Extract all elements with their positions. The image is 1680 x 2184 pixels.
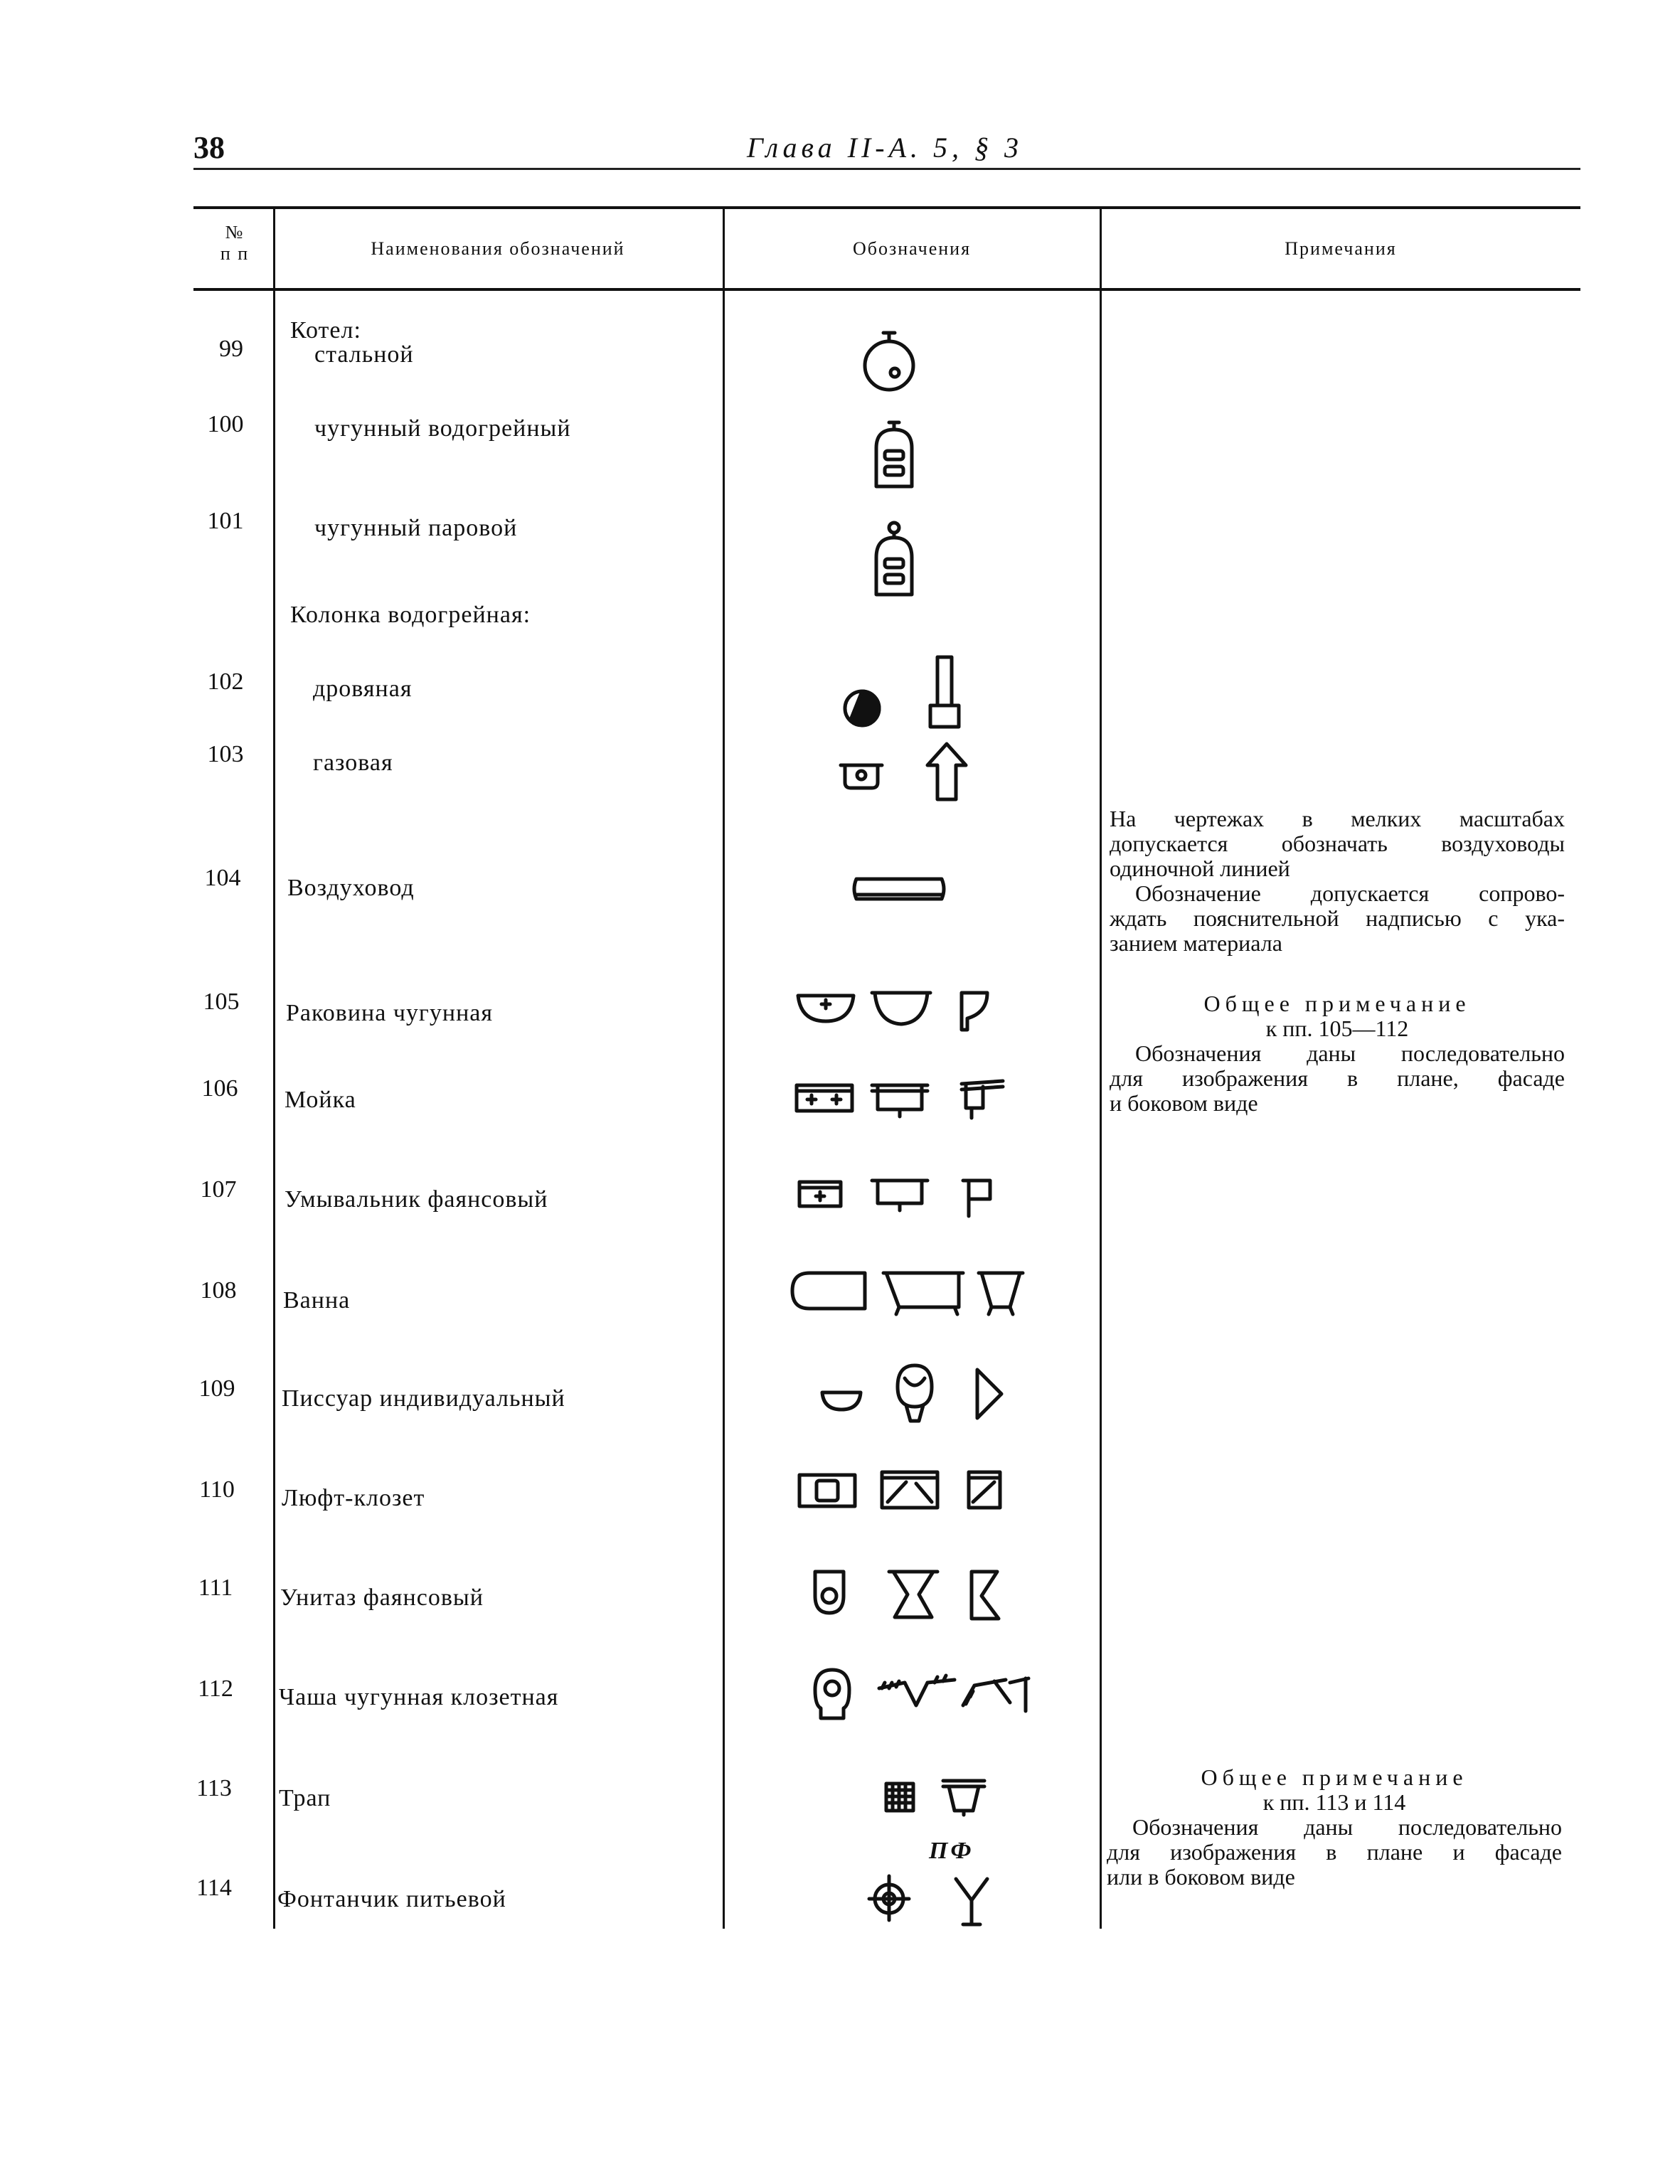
closet-bowl-side-icon (960, 1671, 1033, 1718)
wood-column-elevation-icon (923, 653, 966, 731)
note-air-duct-line: допускается обозначать воздуховоды (1110, 831, 1565, 856)
row-number-106: 106 (201, 1075, 238, 1102)
group-label-boiler: Котел: (290, 317, 361, 343)
note-line: Обозначения даны последовательно (1135, 1040, 1565, 1066)
row-name-110: Люфт-клозет (282, 1485, 425, 1511)
row-number-108: 108 (200, 1277, 237, 1304)
note-subtitle: к пп. 113 и 114 (1262, 1789, 1406, 1815)
floor-drain-front-icon (940, 1775, 987, 1818)
sink-front-icon (869, 987, 933, 1030)
floor-drain-plan-icon (882, 1779, 918, 1815)
header-num-symbol: № (225, 222, 245, 243)
fountain-front-icon (952, 1873, 991, 1930)
group-label-column: Колонка водогрейная: (290, 602, 531, 628)
row-name-107: Умывальник фаянсовый (285, 1186, 548, 1213)
washtub-side-icon (957, 1077, 1007, 1122)
column-divider-1 (273, 208, 275, 1929)
header-num-abbr: п п (220, 243, 250, 264)
note-air-duct-line: одиночной линией (1110, 856, 1290, 881)
row-number-110: 110 (199, 1476, 235, 1503)
header-name: Наименования обозначений (371, 238, 625, 259)
row-name-109: Писсуар индивидуальный (282, 1385, 565, 1412)
page-number: 38 (193, 130, 225, 165)
row-name-103: газовая (313, 750, 393, 776)
note-general-113-114 (1107, 1765, 1562, 1890)
note-line: Обозначения даны последовательно (1132, 1814, 1562, 1840)
toilet-front-icon (885, 1566, 942, 1623)
cast-iron-steam-boiler-icon (869, 521, 919, 599)
note-title: Общее примечание (1201, 1764, 1468, 1790)
sink-side-icon (956, 987, 991, 1034)
washbasin-side-icon (957, 1175, 997, 1220)
sink-plan-icon (795, 990, 856, 1026)
air-duct-icon (851, 873, 950, 905)
row-name-101: чугунный паровой (314, 515, 518, 541)
note-subtitle: к пп. 105—112 (1265, 1016, 1409, 1041)
urinal-side-icon (972, 1365, 1007, 1422)
row-number-114: 114 (196, 1875, 232, 1901)
note-general-105-112 (1110, 991, 1565, 1116)
washbasin-plan-icon (795, 1178, 845, 1210)
note-air-duct-line: Обозначение допускается сопрово- (1135, 880, 1565, 906)
column-divider-2 (723, 208, 725, 1929)
row-name-113: Трап (279, 1785, 331, 1811)
note-line: для изображения в плане и фасаде (1107, 1839, 1562, 1865)
row-number-99: 99 (219, 336, 243, 362)
row-number-104: 104 (204, 865, 241, 891)
wood-column-plan-icon (841, 687, 883, 730)
row-number-103: 103 (207, 741, 244, 767)
row-number-111: 111 (198, 1575, 233, 1601)
note-air-duct (1110, 806, 1565, 956)
row-name-111: Унитаз фаянсовый (280, 1584, 484, 1611)
note-line: или в боковом виде (1107, 1864, 1295, 1890)
row-number-100: 100 (207, 411, 244, 437)
note-line: для изображения в плане, фасаде (1110, 1065, 1565, 1091)
row-number-105: 105 (203, 989, 240, 1015)
row-name-105: Раковина чугунная (286, 1000, 493, 1026)
row-number-109: 109 (198, 1375, 235, 1402)
bathtub-plan-icon (788, 1267, 871, 1314)
fountain-symbol-label: ПФ (929, 1838, 974, 1864)
bathtub-side-icon (976, 1267, 1026, 1319)
row-name-99: стальной (314, 341, 414, 368)
column-divider-3 (1100, 208, 1102, 1929)
note-air-duct-line: На чертежах в мелких масштабах (1110, 806, 1565, 831)
cast-iron-water-boiler-icon (869, 420, 919, 491)
row-name-108: Ванна (283, 1287, 351, 1314)
row-name-102: дровяная (313, 676, 413, 702)
steel-boiler-icon (861, 330, 918, 394)
header-notes: Примечания (1285, 238, 1397, 259)
gas-column-elevation-icon (923, 740, 970, 804)
washtub-front-icon (869, 1080, 930, 1119)
washbasin-front-icon (869, 1175, 930, 1213)
row-name-114: Фонтанчик питьевой (277, 1886, 506, 1912)
urinal-front-icon (893, 1361, 936, 1425)
note-air-duct-line: занием материала (1110, 930, 1282, 956)
running-head: Глава II-А. 5, § 3 (747, 132, 1024, 164)
closet-bowl-front-icon (876, 1674, 957, 1717)
toilet-plan-icon (809, 1567, 849, 1617)
washtub-plan-icon (794, 1080, 855, 1115)
urinal-plan-icon (818, 1387, 865, 1415)
note-title: Общее примечание (1203, 991, 1471, 1016)
closet-bowl-plan-icon (811, 1666, 854, 1722)
row-number-113: 113 (196, 1775, 232, 1801)
row-name-112: Чаша чугунная клозетная (279, 1684, 559, 1710)
note-line: и боковом виде (1110, 1090, 1258, 1116)
row-number-107: 107 (200, 1176, 237, 1203)
header-rule (193, 168, 1580, 170)
fountain-plan-icon (866, 1866, 912, 1923)
gas-column-plan-icon (838, 758, 885, 794)
row-name-100: чугунный водогрейный (314, 415, 571, 442)
air-closet-side-icon (964, 1466, 1004, 1513)
row-number-101: 101 (207, 508, 244, 534)
row-number-112: 112 (198, 1676, 233, 1702)
row-name-106: Мойка (285, 1087, 356, 1113)
toilet-side-icon (966, 1567, 1004, 1624)
bathtub-front-icon (881, 1267, 966, 1319)
air-closet-plan-icon (795, 1469, 859, 1512)
table-top-rule (193, 206, 1580, 209)
air-closet-front-icon (878, 1466, 942, 1513)
note-air-duct-line: ждать пояснительной надписью с ука- (1110, 905, 1565, 931)
table-header-rule (193, 288, 1580, 291)
row-number-102: 102 (207, 668, 244, 695)
header-symbols: Обозначения (852, 238, 972, 259)
row-name-104: Воздуховод (287, 875, 415, 901)
header-num (199, 222, 270, 265)
